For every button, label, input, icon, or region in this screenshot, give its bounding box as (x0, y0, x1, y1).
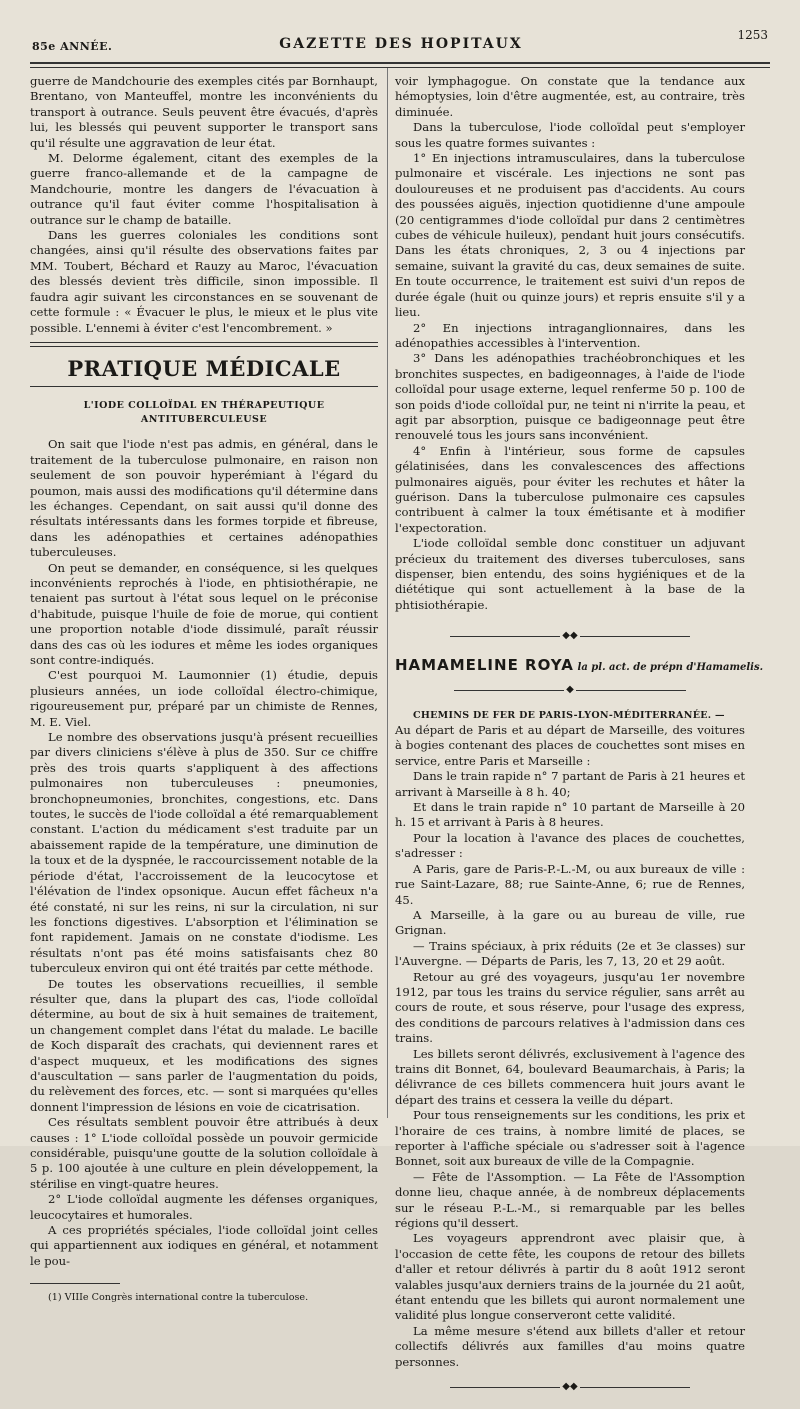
ornament-line (450, 1387, 560, 1388)
paragraph: Dans le train rapide n° 7 partant de Paris à 21 heures et arrivant à Marseille à 8 h. 40; (395, 769, 745, 799)
paragraph: L'iode colloïdal semble donc constituer un adjuvant précieux du traitement des diverses tuberculoses, sans dispenser, bien entendu, des soins hygiéniques et de la diététique qui sont actuellement à la base de la phtisiothérapie. (395, 536, 745, 612)
paragraph: Dans les guerres coloniales les conditions sont changées, ainsi qu'il résulte des observations faites par MM. Toubert, Béchard et Rauzy au Maroc, l'évacuation des blessés devient très difficile, sinon impossible. Il faudra agir suivant les circonstances en se souvenant de cette formule : « Évacuer le plus, le mieux et le plus vite possible. L'ennemi à éviter c'est l'encombrement. » (30, 228, 378, 335)
right-column (395, 74, 764, 1409)
paragraph: Ces résultats semblent pouvoir être attribués à deux causes : 1° L'iode colloïdal possède un pouvoir germicide considérable, puisqu'une goutte de la solution colloïdale à 5 p. 100 ajoutée à une culture en plein développement, la stérilise en vingt-quatre heures. (30, 1115, 378, 1191)
advertisement (395, 655, 764, 675)
article-heading (30, 399, 378, 427)
paragraph: A ces propriétés spéciales, l'iode colloïdal joint celles qui appartiennent aux iodiques en général, et notamment le pou- (30, 1223, 378, 1268)
section-rule (30, 342, 378, 347)
paragraph: On peut se demander, en conséquence, si les quelques inconvénients reprochés à l'iode, en phtisiothérapie, ne tenaient pas surtout à l'état sous lequel on le préconise d'habitude, puisque l'huile de foie de morue, qui contient une proportion notable d'iode dissimulé, paraît réussir dans des cas où les iodures et même les iodes organiques sont contre-indiqués. (30, 560, 378, 667)
paragraph: Dans la tuberculose, l'iode colloïdal peut s'employer sous les quatre formes suivantes : (395, 120, 745, 150)
section-title: PRATIQUE MÉDICALE (67, 355, 341, 381)
ornament-divider (395, 631, 745, 642)
rail-heading: CHEMINS DE FER DE PARIS-LYON-MÉDITERRANÉE. — (413, 709, 725, 721)
paragraph: Retour au gré des voyageurs, jusqu'au 1er novembre 1912, par tous les trains du service régulier, sans arrêt au cours de route, et sous réserve, pour l'usage des express, des conditions de parcours relatives à l'admission dans ces trains. (395, 969, 745, 1046)
ornament-line (576, 690, 686, 691)
year-label: 85e ANNÉE. (32, 40, 113, 53)
paragraph: A Marseille, à la gare ou au bureau de ville, rue Grignan. (395, 907, 745, 938)
paragraph: Les billets seront délivrés, exclusivement à l'agence des trains dit Bonnet, 64, boulevard Beaumarchais, à Paris; la délivrance de ces billets commencera huit jours avant le départ des trains et cessera la veille du départ. (395, 1046, 745, 1107)
paragraph: Pour la location à l'avance des places de couchettes, s'adresser : (395, 830, 745, 861)
ornament-icon: ◆◆ (562, 630, 578, 642)
page-header (30, 28, 772, 58)
paragraph: 1° En injections intramusculaires, dans la tuberculose pulmonaire et viscérale. Les injections ne sont pas douloureuses et ne produisent pas d'accidents. Au cours des poussées aiguës, injection quotidienne d'une ampoule (20 centigrammes d'iode colloïdal pur dans 2 centimètres cubes de véhicule huileux), pendant huit jours consécutifs. Dans les états chroniques, 2, 3 ou 4 injections par semaine, suivant la gravité du cas, deux semaines de suite. En toute occurrence, le traitement est suivi d'un repos de durée égale (huit ou quinze jours) et repris ensuite s'il y a lieu. (395, 151, 745, 320)
footnote: (1) VIIIe Congrès international contre la tuberculose. (48, 1292, 309, 1304)
ornament-divider (395, 1382, 745, 1393)
ornament-line (450, 636, 560, 637)
paragraph: La même mesure s'étend aux billets d'aller et retour collectifs délivrés aux familles d'au moins quatre personnes. (395, 1323, 745, 1369)
ornament-line (580, 636, 690, 637)
paragraph: 2° En injections intraganglionnaires, dans les adénopathies accessibles à l'intervention. (395, 320, 745, 350)
paragraph: — Trains spéciaux, à prix réduits (2e et 3e classes) sur l'Auvergne. — Départs de Paris, les 7, 13, 20 et 29 août. (395, 938, 745, 969)
paragraph: On sait que l'iode n'est pas admis, en général, dans le traitement de la tuberculose pulmonaire, en raison non seulement de son pouvoir hyperémiant à l'égard du poumon, mais aussi des modifications qu'il détermine dans les échanges. Cependant, on sait aussi qu'il donne des résultats intéressants dans les formes torpide et fibreuse, dans les adénopathies et certaines adénopathies tuberculeuses. (30, 437, 378, 560)
advert-brand: HAMAMELINE ROYA (395, 655, 574, 674)
article-heading-line2: ANTITUBERCULEUSE (140, 414, 268, 426)
ornament-divider (395, 685, 745, 696)
paragraph: Pour tous renseignements sur les conditions, les prix et l'horaire de ces trains, à nombre limité de places, se reporter à l'affiche spéciale ou s'adresser soit à l'agence Bonnet, soit aux bureaux de ville de la Compagnie. (395, 1108, 745, 1169)
paragraph: M. Delorme également, citant des exemples de la guerre franco-allemande et de la campagne de Mandchourie, montre les dangers de l'évacuation à outrance qu'il faut éviter comme l'hospitalisation à outrance sur le champ de bataille. (30, 151, 378, 227)
left-column (30, 74, 378, 1306)
article-heading-line1: L'IODE COLLOÏDAL EN THÉRAPEUTIQUE (83, 400, 325, 412)
paragraph: 3° Dans les adénopathies trachéobronchiques et les bronchites suspectes, en badigeonnages, à l'aide de l'iode colloïdal pour usage externe, lequel renferme 50 p. 100 de son poids d'iode colloïdal pur, ne teint ni n'irrite la peau, et agit par absorption, puisque ce badigeonnage peut être renouvelé tous les jours sans inconvénient. (395, 351, 745, 443)
paragraph: guerre de Mandchourie des exemples cités par Bornhaupt, Brentano, von Manteuffel, montre les inconvénients du transport à outrance. Seuls peuvent être évacués, d'après lui, les blessés qui peuvent supporter le transport sans qu'il résulte une aggravation de leur état. (30, 74, 378, 150)
ornament-line (580, 1387, 690, 1388)
paragraph: Le nombre des observations jusqu'à présent recueillies par divers cliniciens s'élève à plus de 350. Sur ce chiffre près des trois quarts s'appliquent à des affections pulmonaires non tuberculeuses : pneumonies, bronchopneumonies, bronchites, congestions, etc. Dans toutes, le succès de l'iode colloïdal a été remarquablement constant. L'action du médicament s'est traduite par un abaissement rapide de la température, une diminution de la toux et de la dyspnée, le raccourcissement notable de la période d'état, l'accroissement de la leucocytose et l'élévation de l'index opsonique. Aucun effet fâcheux n'a été constaté, ni sur les reins, ni sur la circulation, ni sur les fonctions digestives. L'absorption et l'élimination se font rapidement. Jamais on ne constate d'iodisme. Les résultats n'ont pas été moins satisfaisants chez 80 tuberculeux environ qui ont été traités par cette méthode. (30, 730, 378, 976)
paragraph: De toutes les observations recueillies, il semble résulter que, dans la plupart des cas, l'iode colloïdal détermine, au bout de six à huit semaines de traitement, un changement complet dans l'état du malade. Le bacille de Koch disparaît des crachats, qui deviennent rares et d'aspect muqueux, et les modifications des signes d'auscultation — sans parler de l'augmentation du poids, du relèvement des forces, etc. — sont si marquées qu'elles donnent l'impression de lésions en voie de cicatrisation. (30, 976, 378, 1114)
ornament-icon: ◆◆ (562, 1381, 578, 1393)
paragraph: 2° L'iode colloïdal augmente les défenses organiques, leucocytaires et humorales. (30, 1192, 378, 1222)
footnote-rule (30, 1283, 120, 1284)
journal-title: GAZETTE DES HOPITAUX (279, 36, 523, 52)
title-rule (30, 386, 378, 387)
header-rule (30, 62, 770, 68)
paragraph: A Paris, gare de Paris-P.-L.-M, ou aux bureaux de ville : rue Saint-Lazare, 88; rue Sainte-Anne, 6; rue de Rennes, 45. (395, 861, 745, 907)
column-divider (387, 68, 388, 1118)
paragraph: 4° Enfin à l'intérieur, sous forme de capsules gélatinisées, dans les convalescences des affections pulmonaires aiguës, pour éviter les rechutes et hâter la guérison. Dans la tuberculose pulmonaire ces capsules contribuent à calmer la toux émétisante et à modifier l'expectoration. (395, 443, 745, 535)
paragraph: voir lymphagogue. On constate que la tendance aux hémoptysies, loin d'être augmentée, est, au contraire, très diminuée. (395, 74, 745, 119)
paragraph: Et dans le train rapide n° 10 partant de Marseille à 20 h. 15 et arrivant à Paris à 8 heures. (395, 800, 745, 830)
paragraph: Les voyageurs apprendront avec plaisir que, à l'occasion de cette fête, les coupons de retour des billets d'aller et retour délivrés à partir du 8 août 1912 seront valables jusqu'aux derniers trains de la journée du 21 août, étant entendu que les billets qui auront normalement une validité plus longue conserveront cette validité. (395, 1231, 745, 1323)
ornament-icon: ◆ (566, 684, 574, 696)
paragraph: C'est pourquoi M. Laumonnier (1) étudie, depuis plusieurs années, un iode colloïdal électro-chimique, rigoureusement pur, préparé par un chimiste de Rennes, M. E. Viel. (30, 668, 378, 729)
ornament-line (454, 690, 564, 691)
paragraph: Au départ de Paris et au départ de Marseille, des voitures à bogies contenant des places de couchettes sont mises en service, entre Paris et Marseille : (395, 723, 745, 768)
advert-text: la pl. act. de prépn d'Hamamelis. (577, 661, 764, 673)
page-number: 1253 (737, 28, 768, 42)
paragraph: — Fête de l'Assomption. — La Fête de l'Assomption donne lieu, chaque année, à de nombreux déplacements sur le réseau P.-L.-M., si remarquable par les belles régions qu'il dessert. (395, 1169, 745, 1231)
